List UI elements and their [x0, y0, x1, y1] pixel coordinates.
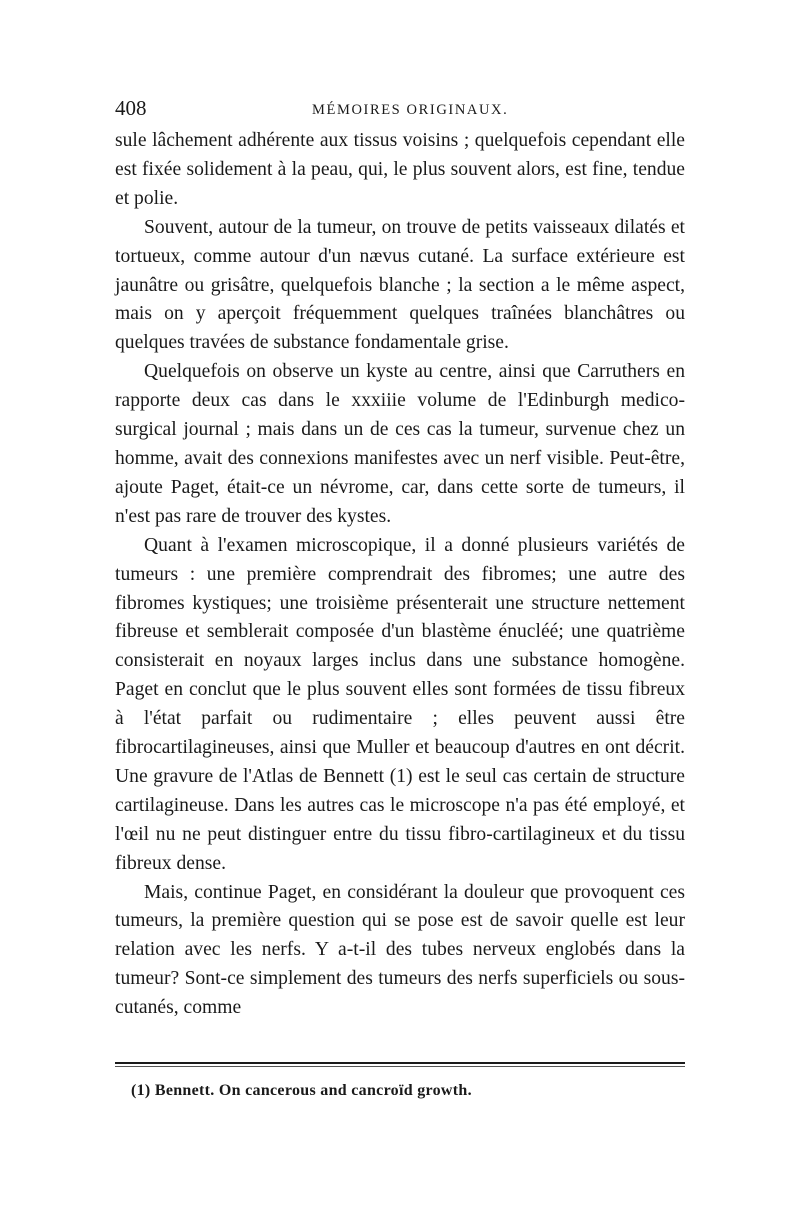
- paragraph: Quelquefois on observe un kyste au centre, ainsi que Carruthers en rapporte deux cas dans le xxxiiie volume de l'Edinburgh medico-surgical journal ; mais dans un de ces cas la tumeur, survenue chez un homme, avait des connexions manifestes avec un nerf visible. Peut-être, ajoute Paget, était-ce un névrome, car, dans cette sorte de tumeurs, il n'est pas rare de trouver des kystes.: [115, 361, 685, 527]
- page-header: [115, 96, 685, 126]
- running-title: MÉMOIRES ORIGINAUX.: [312, 102, 509, 118]
- body-text: [115, 127, 685, 1023]
- footnote-rule-thin: [115, 1066, 685, 1067]
- footnote: (1) Bennett. On cancerous and cancroïd growth.: [131, 1082, 472, 1099]
- paragraph: Souvent, autour de la tumeur, on trouve de petits vaisseaux dilatés et tortueux, comme autour d'un nævus cutané. La surface extérieure est jaunâtre ou grisâtre, quelquefois blanche ; la section a le même aspect, mais on y aperçoit fréquemment quelques traînées blanchâtres ou quelques travées de substance fondamentale grise.: [115, 216, 685, 354]
- paragraph: Mais, continue Paget, en considérant la douleur que provoquent ces tumeurs, la première question qui se pose est de savoir quelle est leur relation avec les nerfs. Y a-t-il des tubes nerveux englobés dans la tumeur? Sont-ce simplement des tumeurs des nerfs superficiels ou sous-cutanés, comme: [115, 881, 685, 1019]
- paragraph: Quant à l'examen microscopique, il a donné plusieurs variétés de tumeurs : une première comprendrait des fibromes; une autre des fibromes kystiques; une troisième présenterait une structure nettement fibreuse et semblerait composée d'un blastème énucléé; une quatrième consisterait en noyaux larges inclus dans une substance homogène. Paget en conclut que le plus souvent elles sont formées de tissu fibreux à l'état parfait ou rudimentaire ; elles peuvent aussi être fibrocartilagineuses, ainsi que Muller et beaucoup d'autres en ont décrit. Une gravure de l'Atlas de Bennett (1) est le seul cas certain de structure cartilagineuse. Dans les autres cas le microscope n'a pas été employé, et l'œil nu ne peut distinguer entre du tissu fibro-cartilagineux et du tissu fibreux dense.: [115, 534, 685, 874]
- paragraph-continuation: sule lâchement adhérente aux tissus voisins ; quelquefois cependant elle est fixée solidement à la peau, qui, le plus souvent alors, est fine, tendue et polie.: [115, 130, 685, 209]
- footnote-rule: [115, 1062, 685, 1064]
- page-number: 408: [115, 96, 147, 120]
